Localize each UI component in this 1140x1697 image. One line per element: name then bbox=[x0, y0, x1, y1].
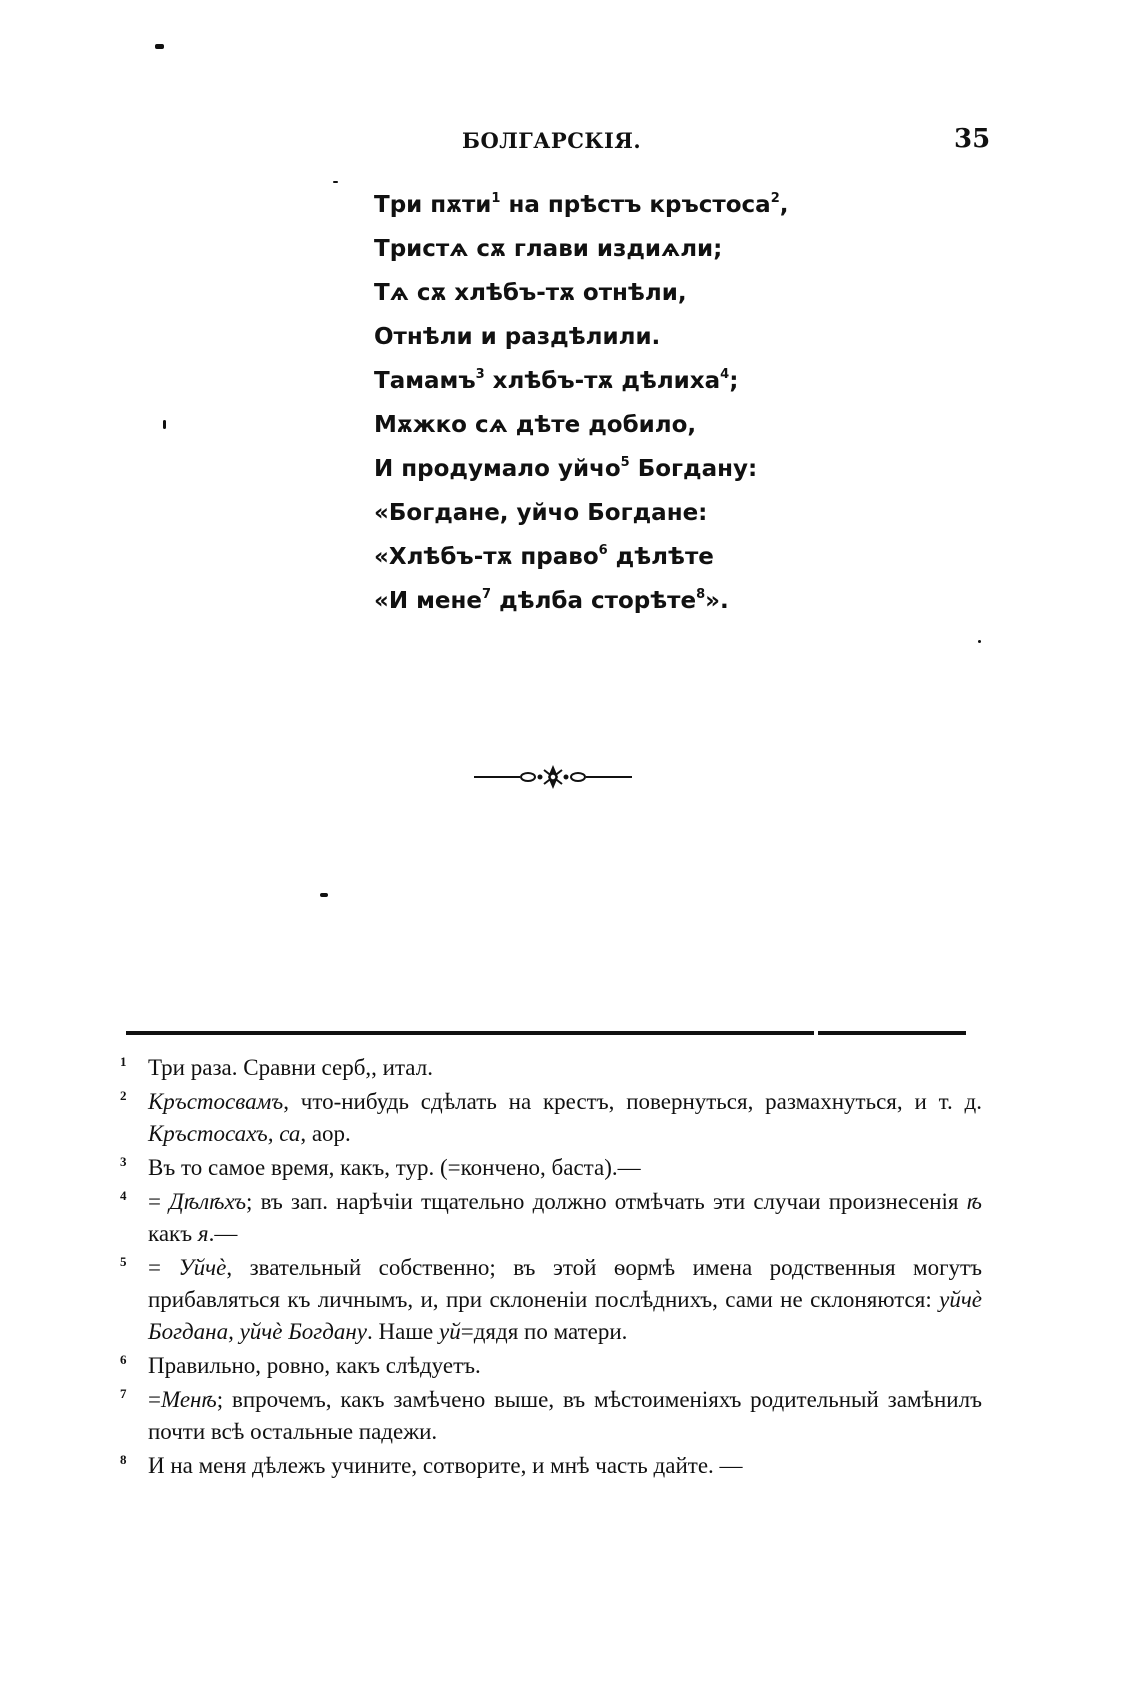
footnote-text: = bbox=[148, 1387, 161, 1412]
footnote bbox=[120, 1450, 982, 1482]
footnote-text: Въ то самое время, какъ, тур. (=кончено, баста).— bbox=[148, 1155, 641, 1180]
footnote-italic-term: уй bbox=[439, 1319, 461, 1344]
footnote bbox=[120, 1252, 982, 1348]
footnote-text: И на меня дѣлежъ учините, сотворите, и мнѣ часть дайте. — bbox=[148, 1453, 743, 1478]
footnote-ref: 2 bbox=[770, 191, 780, 206]
footnote-italic-term: Уйчѐ bbox=[178, 1255, 227, 1280]
footnote bbox=[120, 1186, 982, 1250]
page-number: 35 bbox=[954, 124, 991, 154]
poem-text: ». bbox=[705, 588, 729, 614]
footnote-italic-term: Кръстосахъ, са bbox=[148, 1121, 301, 1146]
poem-text: хлѣбъ-тѫ дѣлиха bbox=[484, 368, 721, 394]
footnote-text: , что-нибудь сдѣлать на крестъ, повернуться, размахнуться, и т. д. bbox=[283, 1089, 982, 1114]
footnote-italic-term: Кръстосвамъ bbox=[148, 1089, 284, 1114]
footnote bbox=[120, 1052, 982, 1084]
footnote-text: какъ bbox=[148, 1221, 198, 1246]
poem-text: «Богдане, уйчо Богдане: bbox=[374, 500, 708, 526]
poem-line bbox=[374, 403, 934, 447]
poem-line bbox=[374, 359, 934, 403]
poem-text: «И мене bbox=[374, 588, 483, 614]
footnotes bbox=[120, 1052, 982, 1484]
poem-text: Тристѧ сѫ глави издиѧли; bbox=[374, 236, 723, 262]
poem bbox=[374, 183, 934, 623]
poem-line bbox=[374, 183, 934, 227]
footnote-marker: 7 bbox=[120, 1386, 127, 1401]
poem-line bbox=[374, 579, 934, 623]
footnote-marker: 1 bbox=[120, 1054, 127, 1069]
footnote bbox=[120, 1350, 982, 1382]
footnote-ref: 8 bbox=[696, 587, 706, 602]
poem-line bbox=[374, 491, 934, 535]
footnote-italic-term: Менѣ bbox=[160, 1387, 217, 1412]
footnote-italic-term: я bbox=[197, 1221, 209, 1246]
poem-text: дѣлба сторѣте bbox=[491, 588, 697, 614]
footnote-marker: 5 bbox=[120, 1254, 127, 1269]
poem-text: Богдану: bbox=[629, 456, 758, 482]
poem-line bbox=[374, 271, 934, 315]
footnote-rule-left bbox=[126, 1031, 814, 1035]
footnote-italic-term: уйчѐ Богдана, уйчѐ Богдану bbox=[148, 1287, 982, 1344]
print-speck bbox=[333, 181, 338, 183]
footnote-text: .— bbox=[208, 1221, 238, 1246]
footnote-text: Правильно, ровно, какъ слѣдуетъ. bbox=[148, 1353, 481, 1378]
footnote-marker: 4 bbox=[120, 1188, 127, 1203]
print-speck bbox=[978, 640, 981, 643]
footnote-text: , аор. bbox=[300, 1121, 351, 1146]
footnote-ref: 6 bbox=[598, 543, 608, 558]
print-speck bbox=[320, 893, 328, 897]
poem-line bbox=[374, 447, 934, 491]
poem-line bbox=[374, 227, 934, 271]
footnote-ref: 1 bbox=[491, 191, 501, 206]
print-speck bbox=[155, 44, 164, 49]
poem-line bbox=[374, 315, 934, 359]
poem-text: Отнѣли и раздѣлили. bbox=[374, 324, 661, 350]
poem-text: Три пѫти bbox=[374, 192, 492, 218]
footnote-text: ; впрочемъ, какъ замѣчено выше, въ мѣстоименіяхъ родительный замѣнилъ почти всѣ остальные падежи. bbox=[148, 1387, 982, 1444]
footnote-ref: 7 bbox=[482, 587, 492, 602]
poem-line bbox=[374, 535, 934, 579]
footnote-marker: 2 bbox=[120, 1088, 127, 1103]
footnote bbox=[120, 1086, 982, 1150]
footnote-rule-right bbox=[818, 1031, 966, 1035]
poem-text: дѣлѣте bbox=[607, 544, 714, 570]
footnote-text: = bbox=[148, 1189, 170, 1214]
footnote-marker: 3 bbox=[120, 1154, 127, 1169]
footnote-ref: 4 bbox=[720, 367, 730, 382]
poem-text: И продумало уйчо bbox=[374, 456, 621, 482]
footnote-marker: 8 bbox=[120, 1452, 127, 1467]
poem-text: Мѫжко сѧ дѣте добило, bbox=[374, 412, 697, 438]
footnote-ref: 5 bbox=[620, 455, 630, 470]
footnote-ref: 3 bbox=[475, 367, 485, 382]
ornament-divider bbox=[474, 762, 632, 792]
footnote-italic-term: ѣ bbox=[966, 1189, 982, 1214]
footnote bbox=[120, 1384, 982, 1448]
poem-text: Тамамъ bbox=[374, 368, 476, 394]
footnote-marker: 6 bbox=[120, 1352, 127, 1367]
footnote-text: Три раза. Сравни серб,, итал. bbox=[148, 1055, 433, 1080]
poem-text: на прѣстъ кръстоса bbox=[500, 192, 771, 218]
footnote-text: = bbox=[148, 1255, 179, 1280]
print-speck bbox=[163, 420, 166, 429]
footnote-text: ; въ зап. нарѣчіи тщательно должно отмѣчать эти случаи произнесенія bbox=[246, 1189, 967, 1214]
poem-text: Тѧ сѫ хлѣбъ-тѫ отнѣли, bbox=[374, 280, 687, 306]
poem-text: , bbox=[779, 192, 789, 218]
footnote-text: . Наше bbox=[367, 1319, 440, 1344]
running-head: БОЛГАРСКІЯ. bbox=[462, 128, 642, 153]
footnote-text: =дядя по матери. bbox=[460, 1319, 628, 1344]
footnote-text: , звательный собственно; въ этой ѳормѣ имена родственныя могутъ прибавляться къ личнымъ, и, при склоненіи послѣднихъ, сами не склоняются: bbox=[148, 1255, 982, 1312]
poem-text: ; bbox=[729, 368, 739, 394]
poem-text: «Хлѣбъ-тѫ право bbox=[374, 544, 599, 570]
footnote bbox=[120, 1152, 982, 1184]
footnote-italic-term: Дѣлѣхъ bbox=[169, 1189, 247, 1214]
